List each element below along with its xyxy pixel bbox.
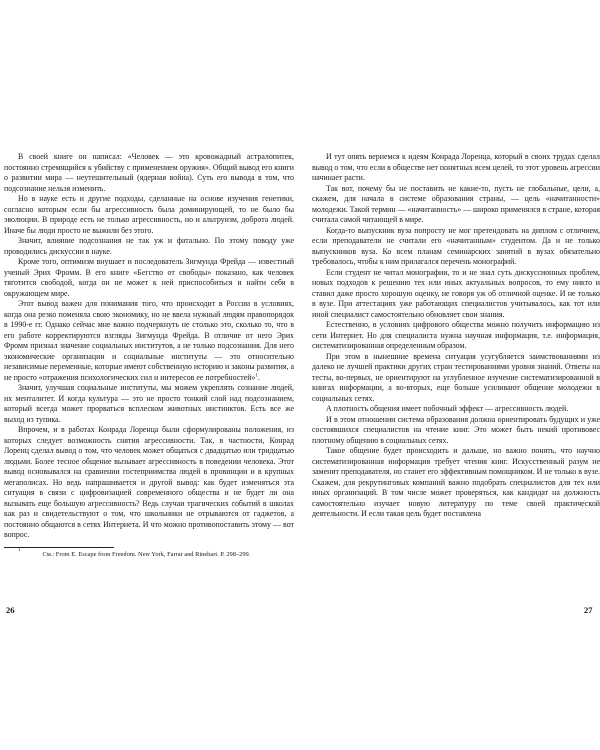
paragraph: Если студент не читал монографии, то и не знал суть дискуссионных проблем, новых подходов к решению тех или иных актуальных вопросов, то ему никто и ставил даже просто хорошую оценку, не говоря уж об отличной оценке. И не только в вузе. При аттестациях уже работающих специалистов учитывалось, как тот или иной специалист самостоятельно обновляет свои знания. xyxy=(312,267,600,319)
paragraph: Кроме того, оптимизм внушает и последователь Зигмунда Фрейда — известный ученый Эрих Фромм. В его книге «Бегство от свободы» показано, как человек тяготится свободой, когда он не может к ней приспособиться и найти себя в окружающем мире. xyxy=(4,257,294,298)
paragraph: И в этом отношении система образования должна ориентировать будущих и уже состоявшихся специалистов на чтение книг. Это может быть некий противовес плотному общению в социальных сетях. xyxy=(312,414,600,445)
paragraph: Значит, влияние подсознания не так уж и фатально. По этому поводу уже проводились дискуссии в науке. xyxy=(4,236,294,256)
page-number-right: 27 xyxy=(584,605,593,615)
paragraph: Такое общение будет происходить и дальше, но важно понять, что научно систематизированная информация требует чтения книг. Искусственный разум не заменит преподавателя, но станет его эффективным помощником. И не только в вузе. Скажем, для рекрутинговых компаний важно подобрать специалистов для тех или иных организаций. В том числе может проверяться, как кандидат на должность самостоятельно изучает новую литературу по теме своей практической деятельности. И если такая цель будет поставлена xyxy=(312,446,600,518)
paragraph-with-footnote-ref: Этот вывод важен для понимания того, что происходит в России в условиях, когда она резко поменяла свою экономику, но не ввела нужный людям правопорядок в 1990-е гг. Однако сейчас мне важно подчеркнуть не столько это, сколько то, что в его работе корректируются взгляды Зигмунда Фрейда. В отличие от него Эрих Фромм признал значение социальных институтов, а не только подсознания. Для него экономические организации и социальные институты — это относительно независимые переменные, которые имеют собственную историю и законы развития, а не просто «отражения психологических сил и интересов ее потребностей»$^1$. xyxy=(4,299,294,382)
paragraph: Когда-то выпускник вуза попросту не мог претендовать на диплом с отличием, если преподаватели не считали его «начитанным» студентом. Да и не только выпускников вуза. Ко всем планам семинарских занятий в вузах обязательно требовалось, чтобы к ним прилагался перечень монографий. xyxy=(312,225,600,266)
paragraph: Но в науке есть и другие подходы, сделанные на основе изучения генетики, согласно которым если бы агрессивность была доминирующей, то не было бы эволюции. В природе есть не только агрессивность, но и альтруизм, доброта людей. Иначе бы люди просто не выжили без этого. xyxy=(4,194,294,235)
paragraph: В своей книге он написал: «Человек — это кровожадный астралопитек, постоянно стремящийся к убийству с применением оружия». Общий вывод его книги о развитии мира — неутешительный (ядерная война). Суть его вывода в том, что подсознание нельзя изменить. xyxy=(4,152,294,193)
paragraph: Впрочем, и в работах Конрада Лоренца были сформулированы положения, из которых следует возможность снятия агрессивности. Так, в частности, Конрад Лоренц сделал вывод о том, что человек может общаться с двадцатью или тридцатью людьми. Более тесное общение вызывает агрессивность в поведении человека. Этот вывод основывался на сравнении гостеприимства людей в провинции и в крупных мегаполисах. Но ведь напрашивается и другой вывод: как будет изменяться эта ситуация в связи с цифровизацией современного общества и не будет ли она вызывать еще большую агрессивность? Ведь случаи трагических событий в школах как раз и свидетельствуют о том, что школьники не отрываются от гаджетов, а постоянно общаются в сетях Интернета. И что можно противопоставить этому — вот вопрос. xyxy=(4,425,294,539)
right-page xyxy=(312,152,600,520)
paragraph: Так вот, почему бы не поставить не какие-то, пусть не глобальные, цели, а, скажем, для начала в системе образования страны, — цель «начитанности» молодежи. Такой термин — «начитанность» — широко применялся в стране, которая считала самой читающей в мире. xyxy=(312,183,600,224)
footnote-text: См.: From E. Escape from Freedom. New York, Farrar and Rinehart. P. 298–299. xyxy=(42,550,251,558)
paragraph: И тут опять вернемся к идеям Конрада Лоренца, который в своих трудах сделал вывод о том, что если в обществе нет понятных всем целей, то этот уровень агрессии начинает расти. xyxy=(312,152,600,182)
footnote-number: 1 xyxy=(18,547,21,553)
page-number-left: 26 xyxy=(6,605,15,615)
paragraph: Естественно, в условиях цифрового общества можно получить информацию из сети Интернет. Но для специалиста нужна научная информация, т.е. информация, систематизированная определенным образом. xyxy=(312,320,600,350)
footnote-marker: 1 xyxy=(255,372,258,378)
paragraph: Значит, улучшая социальные институты, мы можем укреплять сознание людей, их менталитет. И когда культура — это не просто тонкий слой над подсознанием, который всегда может прорваться всплеском животных инстинктов. Есть все же выход из тупика. xyxy=(4,383,294,424)
footnote xyxy=(4,547,294,560)
paragraph-text: Этот вывод важен для понимания того, что происходит в России в условиях, когда она резко поменяла свою экономику, но не ввела нужный людям правопорядок в 1990-е гг. Однако сейчас мне важно подчеркнуть не столько это, сколько то, что в его работе корректируются взгляды Зигмунда Фрейда. В отличие от него Эрих Фромм признал значение социальных институтов, а не только подсознания. Для него экономические организации и социальные институты — это относительно независимые переменные, которые имеют собственную историю и законы развития, а не просто «отражения психологических сил и интересов ее потребностей» xyxy=(4,299,294,382)
paragraph: При этом в нынешние времена ситуация усугубляется заимствованиями из далеко не лучшей практики других стран тестированиями уровня знаний. Ответы на тесты, во-первых, не ориентируют на углубленное изучение систематизированной в книгах информации, а во-вторых, еще больше усиливают общение молодежи в социальных сетях. xyxy=(312,351,600,403)
paragraph: А плотность общения имеет побочный эффект — агрессивность людей. xyxy=(326,404,569,413)
left-page xyxy=(4,152,294,559)
